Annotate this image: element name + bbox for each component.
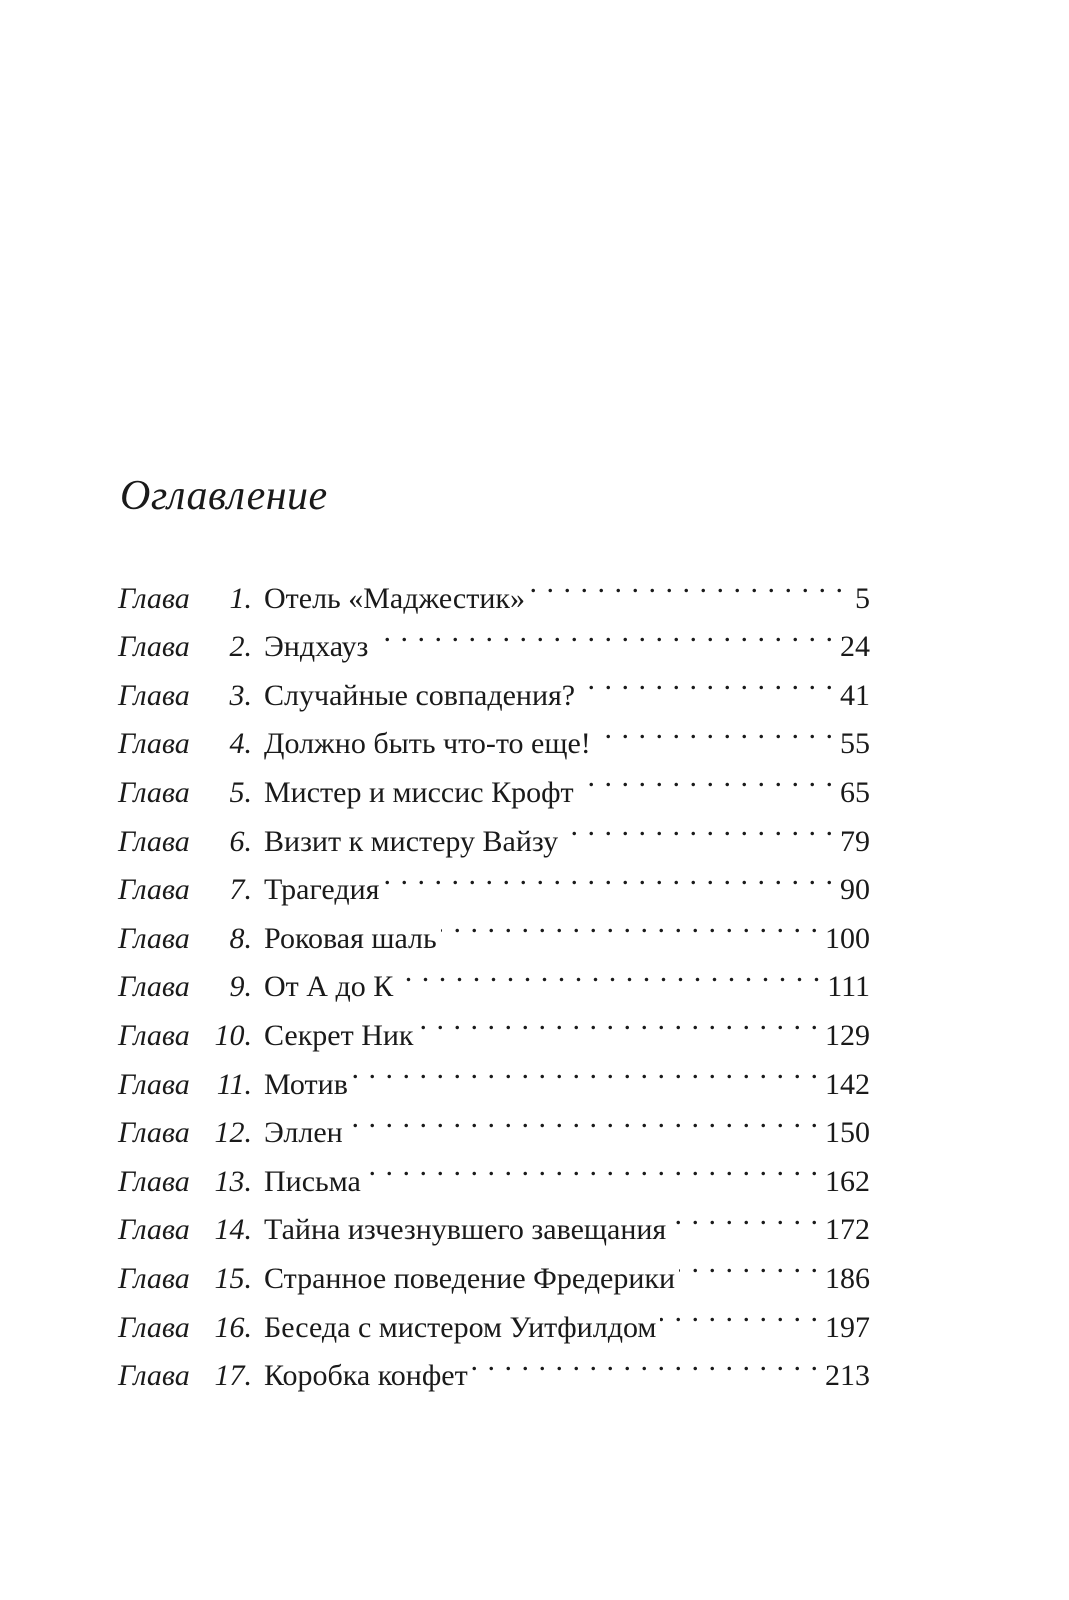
chapter-title: Мистер и миссис Крофт [264,775,574,809]
page-number: 90 [840,873,870,907]
chapter-title: Эндхауз [264,630,369,664]
chapter-number: 17. [214,1359,252,1393]
toc-title: Оглавление [120,473,328,519]
page-number: 129 [825,1018,870,1052]
chapter-title: Отель «Маджестик» [264,581,525,615]
dot-leader [529,559,844,608]
toc-entry[interactable] [118,559,870,615]
page-number: 162 [825,1164,870,1198]
chapter-label: Глава [118,1164,190,1198]
page-number: 79 [840,824,870,858]
chapter-title: Секрет Ник [264,1018,414,1052]
page-number: 55 [840,727,870,761]
chapter-number: 14. [214,1213,252,1247]
page-number: 172 [825,1213,870,1247]
chapter-label: Глава [118,630,190,664]
dot-leader [352,1045,819,1094]
chapter-number: 15. [214,1261,252,1295]
page-number: 5 [855,581,870,615]
dot-leader [397,948,821,997]
chapter-title: Роковая шаль [264,921,437,955]
dot-leader [579,656,834,705]
dot-leader [372,608,834,657]
dot-leader [347,1094,819,1143]
chapter-number: 3. [229,678,252,712]
chapter-label: Глава [118,678,190,712]
dot-leader [679,1239,819,1288]
chapter-title: Беседа с мистером Уитфилдом [264,1310,657,1344]
chapter-title: Визит к мистеру Вайзу [264,824,559,858]
chapter-label: Глава [118,1213,190,1247]
chapter-label: Глава [118,1359,190,1393]
page-number: 213 [825,1359,870,1393]
chapter-label: Глава [118,1310,190,1344]
chapter-title: Эллен [264,1116,343,1150]
page-number: 197 [825,1310,870,1344]
page-number: 65 [840,775,870,809]
chapter-number: 9. [229,970,252,1004]
dot-leader [383,851,834,900]
page-number: 111 [827,970,870,1004]
chapter-number: 13. [214,1164,252,1198]
page-number: 24 [840,630,870,664]
chapter-number: 6. [229,824,252,858]
chapter-number: 5. [229,775,252,809]
page-number: 186 [825,1261,870,1295]
page-number: 100 [825,921,870,955]
chapter-label: Глава [118,1116,190,1150]
chapter-label: Глава [118,873,190,907]
chapter-title: Коробка конфет [264,1359,468,1393]
chapter-label: Глава [118,921,190,955]
chapter-number: 7. [229,873,252,907]
chapter-title: Мотив [264,1067,348,1101]
chapter-label: Глава [118,824,190,858]
chapter-label: Глава [118,775,190,809]
chapter-number: 12. [214,1116,252,1150]
chapter-label: Глава [118,1067,190,1101]
chapter-label: Глава [118,1018,190,1052]
chapter-label: Глава [118,1261,190,1295]
chapter-label: Глава [118,727,190,761]
chapter-number: 11. [216,1067,252,1101]
chapter-number: 8. [229,921,252,955]
dot-leader [578,753,834,802]
chapter-title: От А до К [264,970,394,1004]
chapter-title: Странное поведение Фредерики [264,1261,676,1295]
page-number: 150 [825,1116,870,1150]
dot-leader [418,996,820,1045]
toc-list [118,559,870,1393]
chapter-number: 16. [214,1310,252,1344]
dot-leader [441,899,819,948]
chapter-number: 2. [229,630,252,664]
chapter-label: Глава [118,970,190,1004]
page-number: 142 [825,1067,870,1101]
chapter-title: Трагедия [264,873,380,907]
chapter-number: 1. [229,581,252,615]
dot-leader [472,1337,819,1386]
dot-leader [562,802,834,851]
dot-leader [670,1191,819,1240]
dot-leader [595,705,834,754]
dot-leader [660,1288,819,1337]
chapter-number: 4. [229,727,252,761]
chapter-label: Глава [118,581,190,615]
chapter-number: 10. [214,1018,252,1052]
dot-leader [365,1142,819,1191]
chapter-title: Письма [264,1164,361,1198]
page-number: 41 [840,678,870,712]
chapter-title: Должно быть что-то еще! [264,727,591,761]
chapter-title: Тайна изчезнувшего завещания [264,1213,667,1247]
chapter-title: Случайные совпадения? [264,678,576,712]
